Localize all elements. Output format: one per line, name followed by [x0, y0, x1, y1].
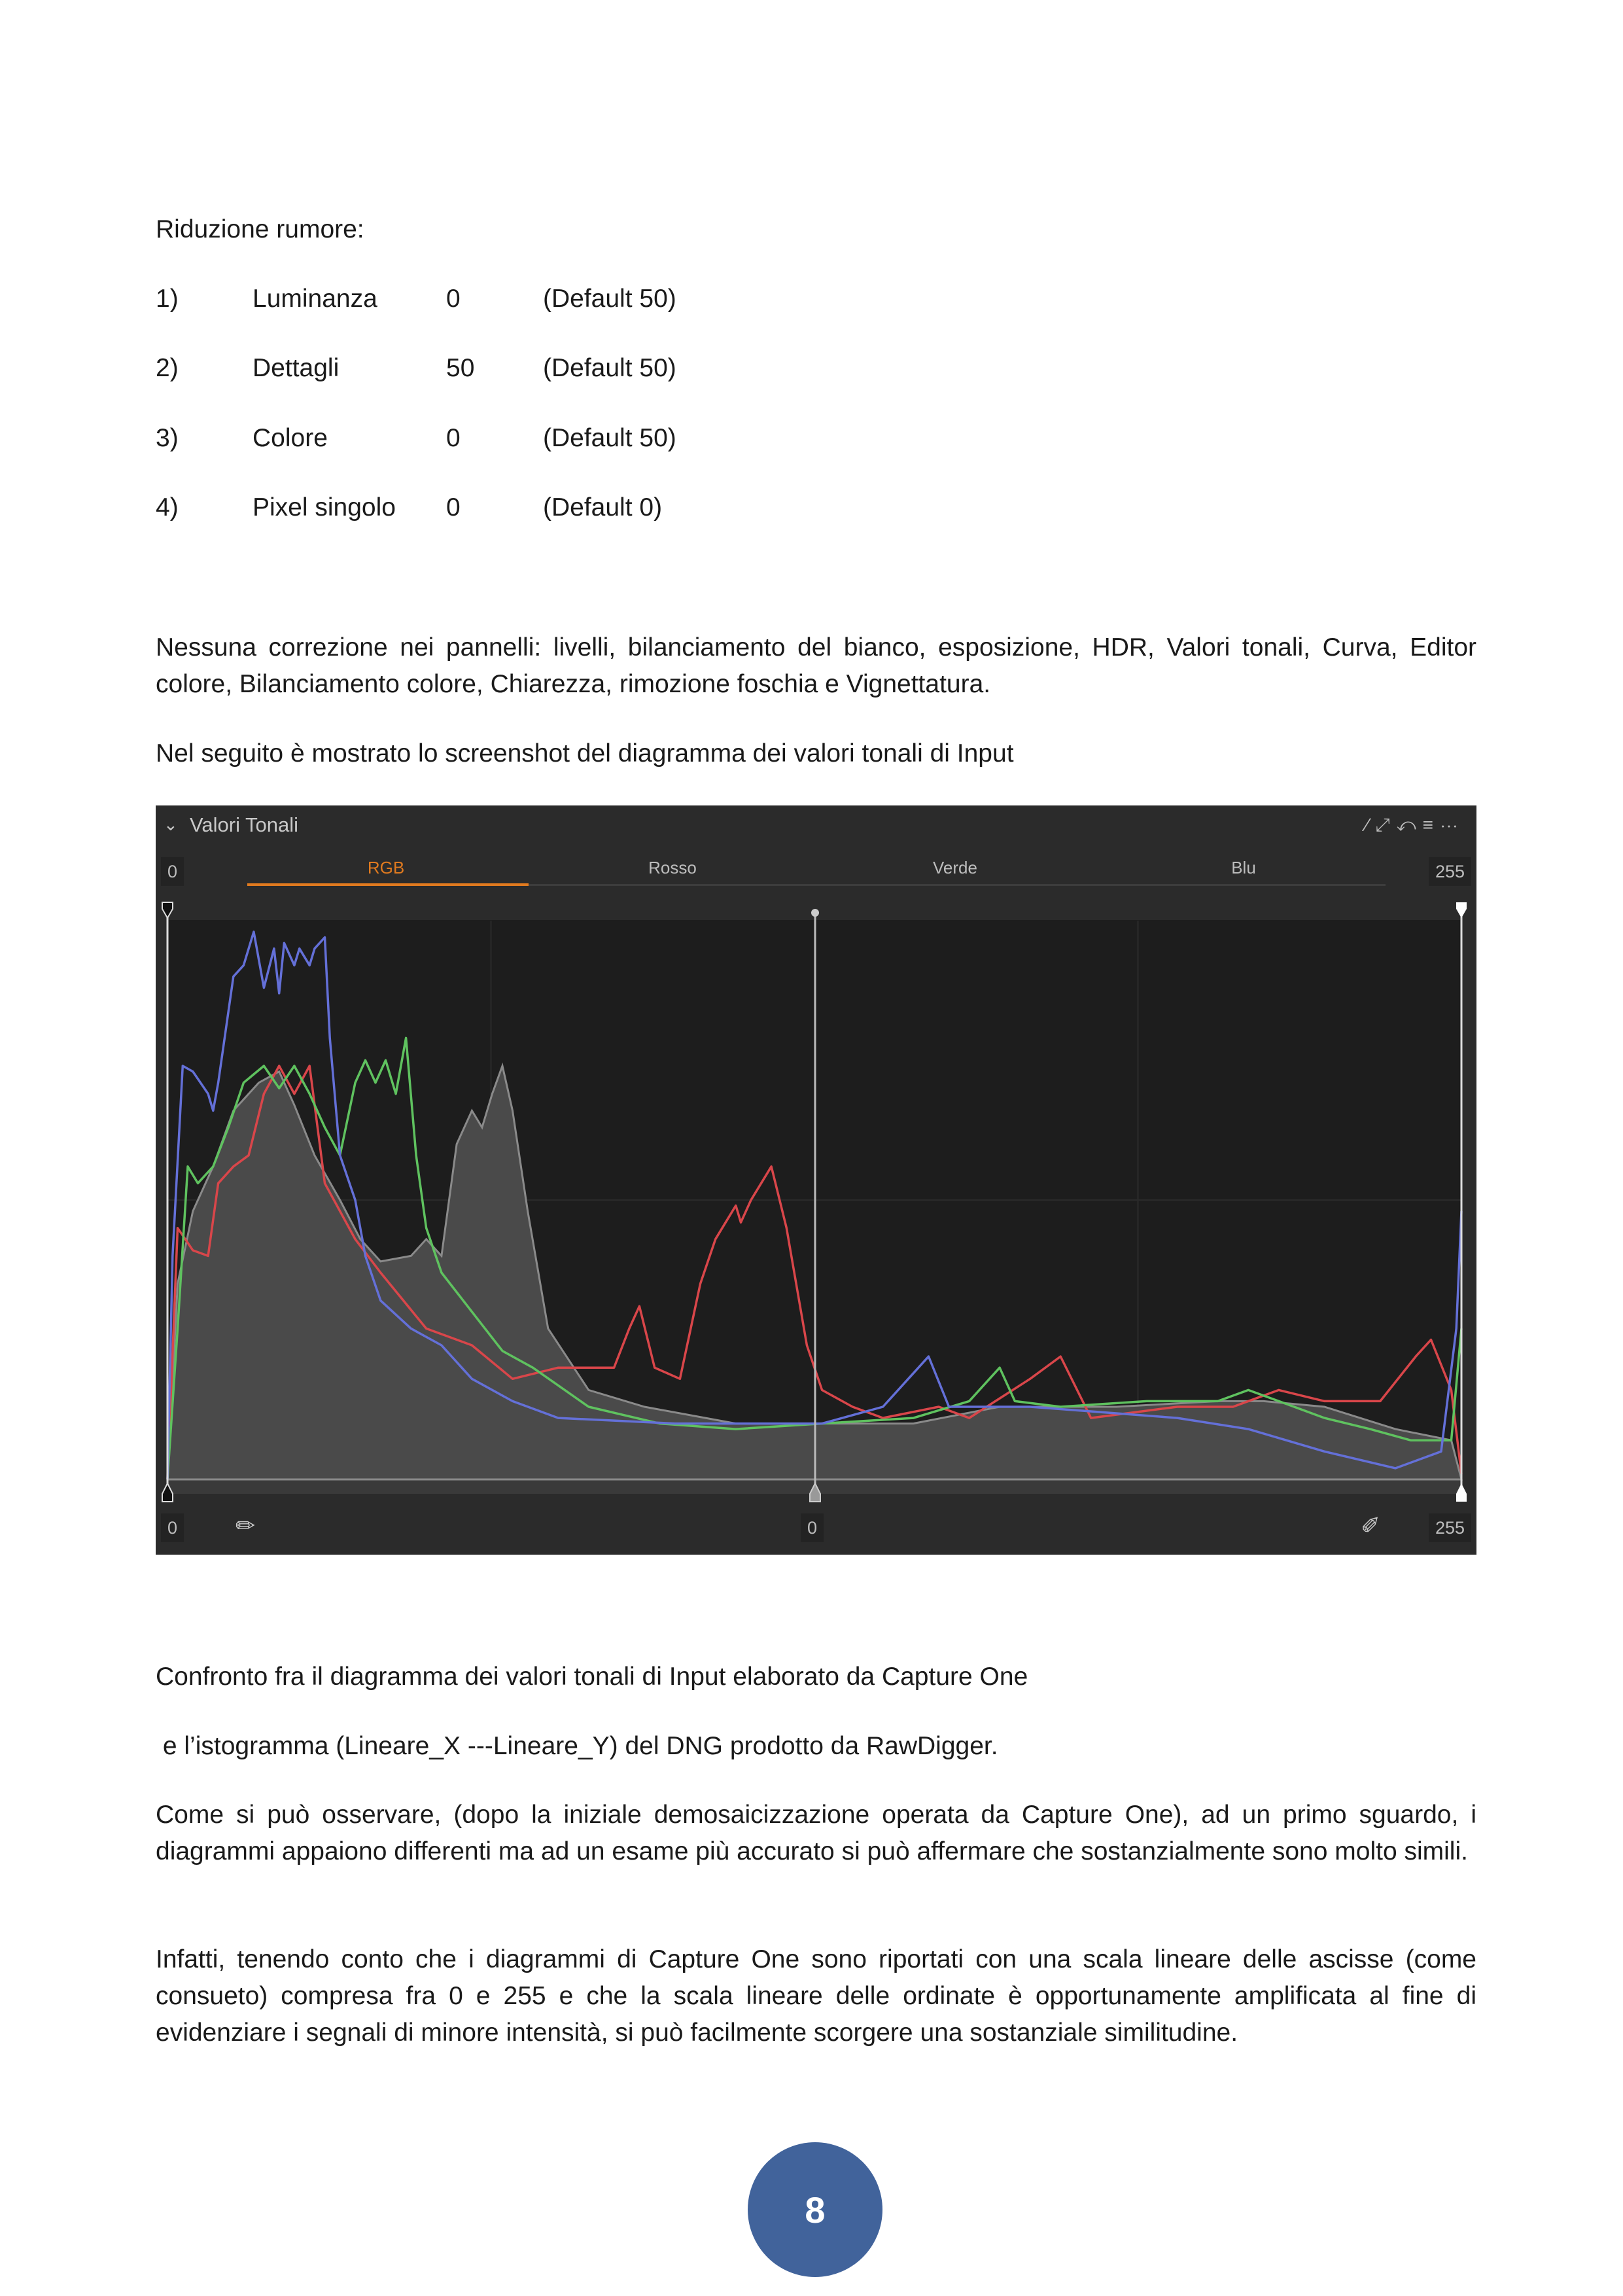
edit-icon[interactable]: ∕ [1365, 815, 1376, 835]
item-value: 0 [446, 285, 461, 313]
more-icon[interactable]: ⋯ [1439, 815, 1465, 835]
output-high-field[interactable]: 255 [1429, 1513, 1471, 1542]
midpoint-field[interactable]: 0 [801, 1513, 824, 1542]
white-point-top-handle[interactable] [1456, 902, 1467, 918]
paragraph: Nessuna correzione nei pannelli: livelli, bilanciamento del bianco, esposizione, HDR, Valori tonali, Curva, Editor colore, Bilanciamento colore, Chiarezza, rimozione foschia e Vignettatura. [156, 633, 1476, 698]
item-default: (Default 50) [543, 285, 676, 313]
output-low-field[interactable]: 0 [161, 1513, 184, 1542]
auto-icon[interactable]: ⤢ [1375, 815, 1397, 835]
item-default: (Default 0) [543, 493, 663, 521]
panel-title: Valori Tonali [190, 813, 299, 836]
item-label: Dettagli [253, 354, 340, 382]
histogram [156, 805, 1476, 1555]
item-number: 1) [156, 285, 179, 313]
black-eyedropper-icon[interactable]: ✏ [236, 1512, 256, 1539]
menu-icon[interactable]: ≡ [1422, 815, 1440, 835]
item-value: 0 [446, 424, 461, 452]
black-point-top-handle[interactable] [162, 902, 173, 918]
section-heading: Riduzione rumore: [156, 215, 364, 243]
tab-verde[interactable]: Verde [933, 858, 977, 877]
item-value: 0 [446, 493, 461, 521]
item-number: 4) [156, 493, 179, 521]
item-value: 50 [446, 354, 475, 382]
paragraph: Infatti, tenendo conto che i diagrammi di Capture One sono riportati con una scala lineare delle ascisse (come consueto) compresa fra 0 e 255 e che la scala lineare delle ordinate è opportunamente amplificata al fine di evidenziare i segnali di minore intensità, si può facilmente scorgere una sostanziale similitudine. [156, 1945, 1476, 2047]
item-label: Pixel singolo [253, 493, 396, 521]
item-default: (Default 50) [543, 424, 676, 452]
midpoint-top-handle[interactable] [811, 909, 819, 917]
paragraph: Nel seguito è mostrato lo screenshot del diagramma dei valori tonali di Input [156, 739, 1014, 768]
paragraph: Come si può osservare, (dopo la iniziale demosaicizzazione operata da Capture One), ad un primo sguardo, i diagrammi appaiono differenti ma ad un esame più accurato si può affermare che sostanzialmente sono molto simili. [156, 1801, 1476, 1865]
page-number: 8 [805, 2189, 826, 2231]
page-number-badge [748, 2142, 882, 2277]
paragraph: e l’istogramma (Lineare_X ---Lineare_Y) del DNG prodotto da RawDigger. [156, 1732, 998, 1760]
reset-icon[interactable]: ↶ [1396, 815, 1423, 835]
item-label: Colore [253, 424, 328, 452]
input-low-field[interactable]: 0 [161, 857, 184, 886]
collapse-chevron-icon[interactable]: ⌄ [164, 815, 178, 834]
tab-blu[interactable]: Blu [1231, 858, 1256, 877]
item-label: Luminanza [253, 285, 377, 313]
item-default: (Default 50) [543, 354, 676, 382]
tab-rosso[interactable]: Rosso [648, 858, 697, 877]
item-number: 3) [156, 424, 179, 452]
tab-rgb[interactable]: RGB [367, 858, 405, 877]
item-number: 2) [156, 354, 179, 382]
levels-panel [156, 805, 1476, 1555]
input-high-field[interactable]: 255 [1429, 857, 1471, 886]
paragraph: Confronto fra il diagramma dei valori tonali di Input elaborato da Capture One [156, 1663, 1028, 1691]
white-eyedropper-icon[interactable]: ✐ [1361, 1512, 1381, 1539]
